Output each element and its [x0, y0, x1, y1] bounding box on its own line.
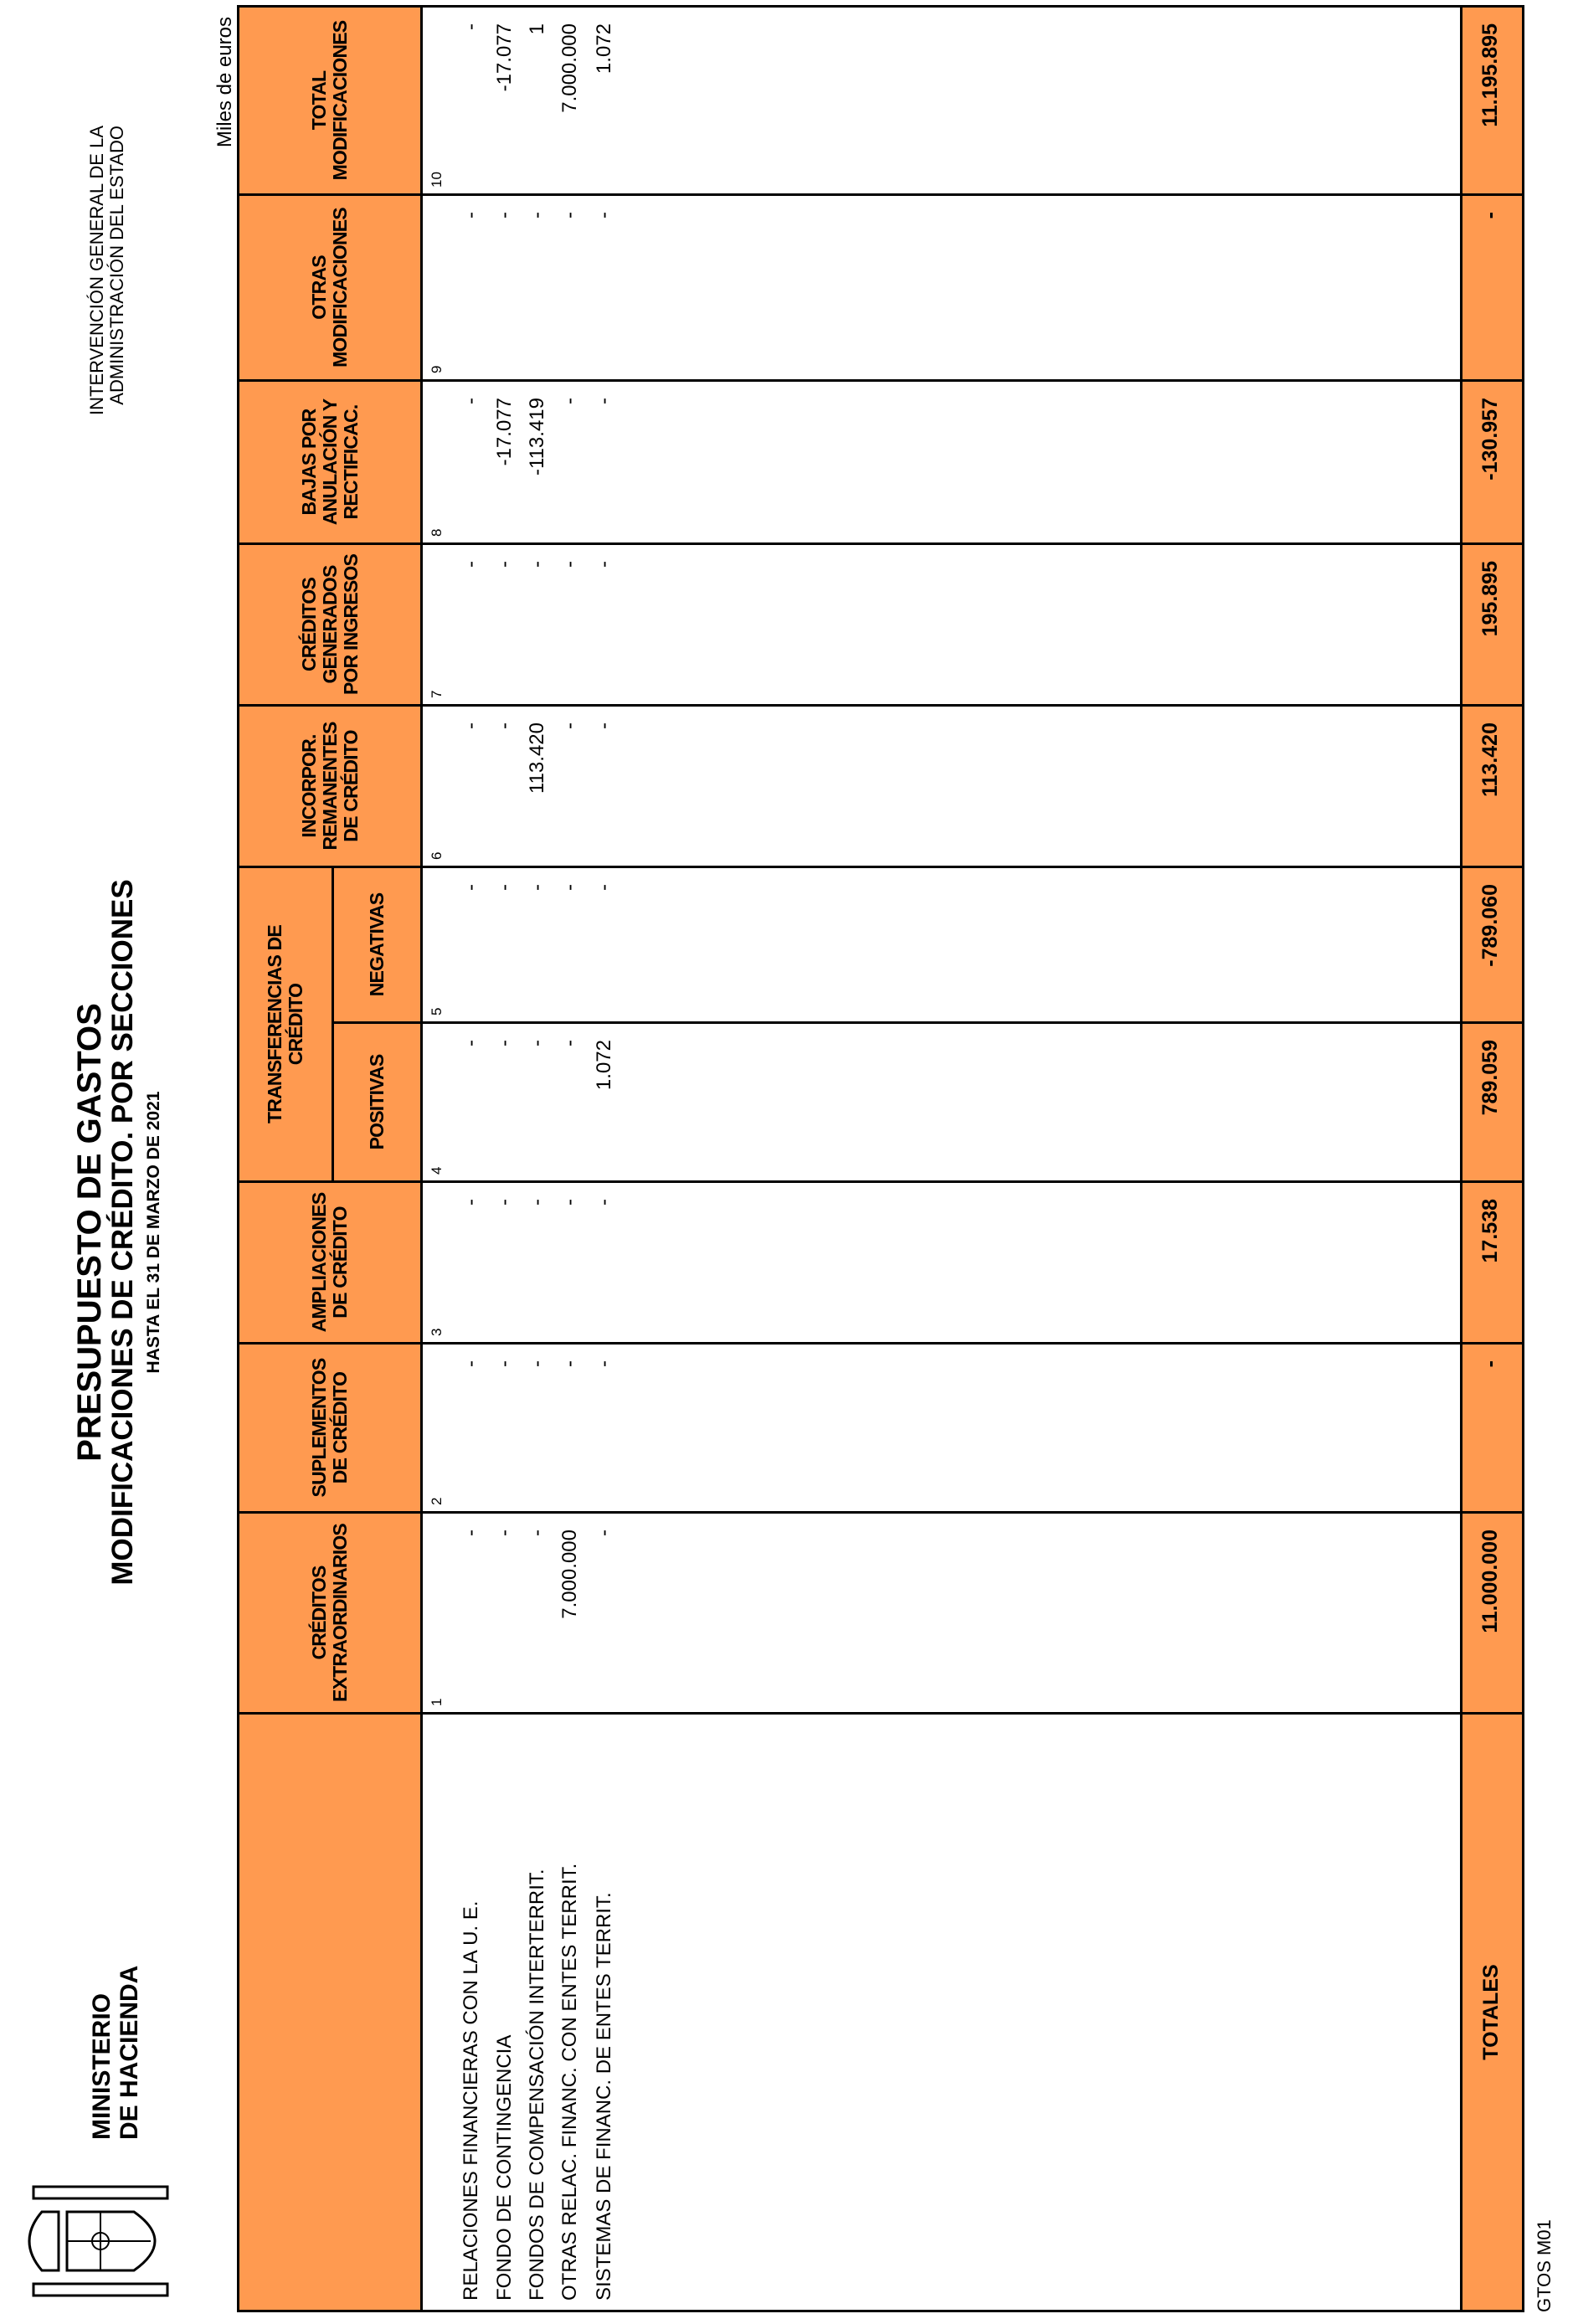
coat-of-arms-logo: [17, 2178, 184, 2304]
agency-name: [87, 126, 127, 415]
table-cell-value: -: [558, 1040, 581, 1046]
column-header-label: CRÉDITOS EXTRAORDINARIOS: [308, 1524, 351, 1702]
column-header-10: [237, 5, 423, 196]
table-cell-value: -: [460, 561, 482, 568]
column-number: 5: [429, 1007, 445, 1015]
agency-line-2: ADMINISTRACIÓN DEL ESTADO: [106, 126, 127, 405]
table-cell-value: -: [593, 398, 615, 404]
table-cell-value: -: [593, 212, 615, 219]
column-header-label: INCORPOR. REMANENTES DE CRÉDITO: [297, 722, 362, 851]
column-number: 8: [429, 528, 445, 537]
row-label: RELACIONES FINANCIERAS CON LA U. E.: [460, 1900, 482, 2301]
units-label: Miles de euros: [213, 17, 236, 148]
report-subtitle: MODIFICACIONES DE CRÉDITO. POR SECCIONES: [106, 879, 139, 1586]
column-header-label: CRÉDITOS GENERADOS POR INGRESOS: [297, 553, 362, 696]
table-cell-value: -: [460, 212, 482, 219]
column-header-label: POSITIVAS: [366, 1054, 388, 1150]
table-cell-value: -: [558, 561, 581, 568]
table-cell-value: -: [558, 212, 581, 219]
column-header-label: AMPLIACIONES DE CRÉDITO: [308, 1192, 351, 1333]
table-cell-value: -: [558, 884, 581, 891]
total-value: -: [1478, 1360, 1502, 1368]
column-header-3: [237, 1180, 423, 1345]
table-cell-value: -: [558, 722, 581, 729]
transfer-group-header: [237, 866, 334, 1183]
table-cell-value: -: [493, 561, 516, 568]
table-cell-value: -: [593, 1360, 615, 1367]
table-cell-value: -: [493, 1040, 516, 1046]
total-value: 113.420: [1478, 722, 1502, 797]
column-header-4: [332, 1021, 423, 1183]
column-header-label: SUPLEMENTOS DE CRÉDITO: [308, 1358, 351, 1498]
table-cell-value: -: [493, 1199, 516, 1206]
row-label: OTRAS RELAC. FINANC. CON ENTES TERRIT.: [558, 1863, 581, 2301]
report-title: PRESUPUESTO DE GASTOS: [71, 1003, 108, 1462]
table-cell-value: -: [460, 722, 482, 729]
column-header-5: [332, 866, 423, 1024]
total-value: 789.059: [1478, 1040, 1502, 1116]
table-cell-value: -: [558, 398, 581, 404]
total-value: -130.957: [1478, 398, 1502, 481]
table-cell-value: -: [593, 722, 615, 729]
table-cell-value: -17.077: [493, 398, 516, 466]
table-cell-value: -: [526, 1360, 548, 1367]
column-header-7: [237, 542, 423, 707]
table-cell-value: -: [526, 212, 548, 219]
totals-label-cell: [1460, 1712, 1524, 2312]
ministry-line-2: DE HACIENDA: [116, 1965, 143, 2140]
totals-label: TOTALES: [1479, 1964, 1503, 2060]
column-number: 10: [429, 172, 445, 188]
column-header-1: [237, 1511, 423, 1715]
table-cell-value: -: [558, 1199, 581, 1206]
table-cell-value: -: [526, 884, 548, 891]
total-value: -789.060: [1478, 884, 1502, 967]
table-cell-value: -: [493, 722, 516, 729]
table-cell-value: -113.419: [526, 398, 548, 476]
table-cell-value: -: [460, 1199, 482, 1206]
total-value: 17.538: [1478, 1199, 1502, 1263]
table-cell-value: 7.000.000: [558, 23, 581, 113]
table-cell-value: -: [493, 1360, 516, 1367]
column-header-9: [237, 193, 423, 382]
table-cell-value: -: [493, 212, 516, 219]
ministry-line-1: MINISTERIO: [88, 1992, 116, 2140]
table-cell-value: -: [526, 1530, 548, 1536]
table-cell-value: 1.072: [593, 1040, 615, 1091]
table-cell-value: -: [593, 884, 615, 891]
column-number: 4: [429, 1166, 445, 1175]
column-number: 9: [429, 365, 445, 373]
total-value: 195.895: [1478, 561, 1502, 637]
table-cell-value: -: [460, 23, 482, 30]
column-header-label: BAJAS POR ANULACIÓN Y RECTIFICAC.: [297, 398, 362, 526]
column-header-label: TRANSFERENCIAS DE CRÉDITO: [264, 925, 306, 1123]
column-number: 6: [429, 851, 445, 860]
report-period: HASTA EL 31 DE MARZO DE 2021: [144, 1091, 163, 1374]
agency-line-1: INTERVENCIÓN GENERAL DE LA: [86, 126, 107, 415]
row-label: FONDO DE CONTINGENCIA: [493, 2034, 516, 2301]
column-header-2: [237, 1342, 423, 1514]
total-value: -: [1478, 212, 1502, 219]
footer-code: GTOS M01: [1534, 2219, 1555, 2312]
column-number: 3: [429, 1328, 445, 1336]
ministry-name: [88, 1966, 143, 2140]
column-header-label: NEGATIVAS: [366, 892, 388, 997]
table-cell-value: -: [460, 1360, 482, 1367]
table-cell-value: -: [460, 884, 482, 891]
table-cell-value: 1.072: [593, 23, 615, 75]
column-header-label: OTRAS MODIFICACIONES: [308, 208, 351, 368]
column-header-6: [237, 704, 423, 868]
description-header: [237, 1712, 423, 2312]
total-value: 11.000.000: [1478, 1530, 1502, 1633]
table-cell-value: -: [460, 1530, 482, 1536]
column-header-8: [237, 379, 423, 545]
table-cell-value: -: [460, 1040, 482, 1046]
table-cell-value: -: [593, 1199, 615, 1206]
row-label: FONDOS DE COMPENSACIÓN INTERTERRIT.: [526, 1869, 548, 2301]
column-header-label: TOTAL MODIFICACIONES: [308, 20, 351, 181]
table-cell-value: 7.000.000: [558, 1530, 581, 1619]
column-number: 7: [429, 690, 445, 698]
table-cell-value: -: [526, 561, 548, 568]
table-cell-value: -: [493, 884, 516, 891]
table-cell-value: -17.077: [493, 23, 516, 92]
table-cell-value: -: [593, 1530, 615, 1536]
table-cell-value: -: [558, 1360, 581, 1367]
row-label: SISTEMAS DE FINANC. DE ENTES TERRIT.: [593, 1892, 615, 2301]
table-cell-value: 113.420: [526, 722, 548, 794]
table-cell-value: 1: [526, 23, 548, 35]
table-cell-value: -: [460, 398, 482, 404]
total-value: 11.195.895: [1478, 23, 1502, 127]
column-number: 1: [429, 1698, 445, 1706]
table-cell-value: -: [493, 1530, 516, 1536]
table-cell-value: -: [593, 561, 615, 568]
table-cell-value: -: [526, 1199, 548, 1206]
column-number: 2: [429, 1497, 445, 1505]
table-cell-value: -: [526, 1040, 548, 1046]
